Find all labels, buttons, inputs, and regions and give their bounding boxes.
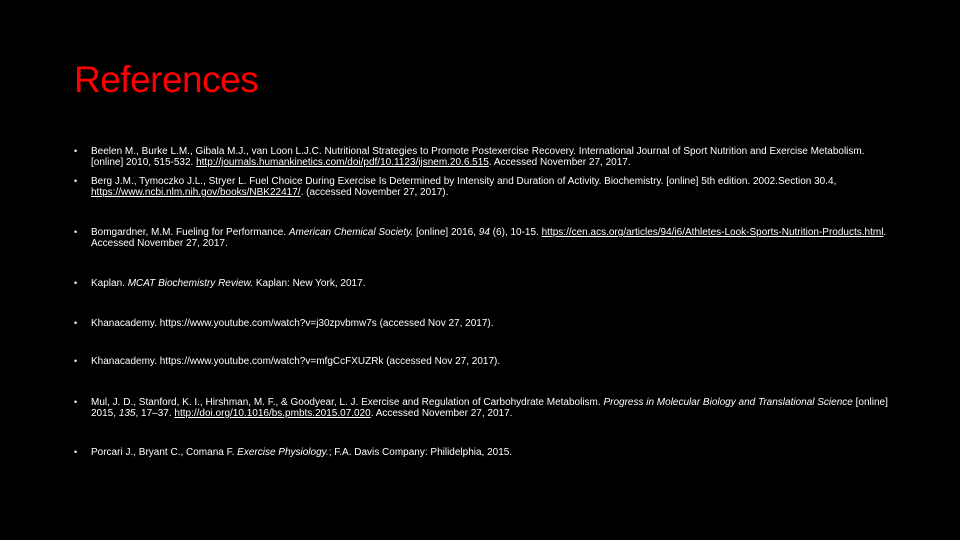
bullet-icon: • bbox=[74, 227, 78, 237]
reference-text: Khanacademy. https://www.youtube.com/watch?v=mfgCcFXUZRk (accessed Nov 27, 2017). bbox=[91, 356, 501, 367]
reference-body: Berg J.M., Tymoczko J.L., Stryer L. Fuel Choice During Exercise Is Determined by Intensity and Duration of Activity. Biochemistry. [online] 5th edition. 2002.Section 30.4, bbox=[91, 176, 837, 187]
reference-item bbox=[74, 356, 889, 367]
reference-body: Porcari J., Bryant C., Comana F. bbox=[91, 447, 238, 458]
reference-item bbox=[74, 318, 889, 329]
reference-item bbox=[74, 176, 889, 198]
reference-accessed: . Accessed November 27, 2017. bbox=[91, 227, 887, 249]
bullet-icon: • bbox=[74, 318, 78, 328]
reference-item bbox=[74, 397, 889, 419]
bullet-icon: • bbox=[74, 146, 78, 156]
reference-body: Kaplan. bbox=[91, 278, 128, 289]
reference-text bbox=[91, 278, 889, 289]
bullet-icon: • bbox=[74, 447, 78, 457]
reference-item bbox=[74, 447, 889, 458]
journal-title: American Chemical Society. bbox=[288, 227, 414, 238]
reference-text bbox=[91, 447, 889, 458]
reference-item bbox=[74, 227, 889, 249]
reference-item bbox=[74, 278, 889, 289]
reference-link[interactable]: https://www.ncbi.nlm.nih.gov/books/NBK22417/ bbox=[91, 187, 301, 198]
book-title: Exercise Physiology. bbox=[237, 447, 329, 458]
reference-link[interactable]: https://cen.acs.org/articles/94/i6/Athletes-Look-Sports-Nutrition-Products.html bbox=[541, 227, 884, 238]
bullet-icon: • bbox=[74, 397, 78, 407]
journal-title: Progress in Molecular Biology and Translational Science bbox=[603, 397, 853, 408]
reference-accessed: . Accessed November 27, 2017. bbox=[488, 157, 631, 168]
slide-title: References bbox=[74, 59, 259, 100]
bullet-icon: • bbox=[74, 278, 78, 288]
reference-accessed: . Accessed November 27, 2017. bbox=[370, 408, 513, 419]
reference-text bbox=[91, 146, 889, 168]
reference-body: Bomgardner, M.M. Fueling for Performance. bbox=[91, 227, 289, 238]
reference-text bbox=[91, 397, 889, 419]
reference-link[interactable]: http://journals.humankinetics.com/doi/pdf/10.1123/ijsnem.20.6.515 bbox=[196, 157, 489, 168]
reference-body: ; F.A. Davis Company: Philidelphia, 2015. bbox=[328, 447, 513, 458]
bullet-icon: • bbox=[74, 356, 78, 366]
reference-body: Kaplan: New York, 2017. bbox=[253, 278, 366, 289]
reference-body: [online] 2015, bbox=[91, 397, 888, 419]
reference-body: (6), 10-15. bbox=[489, 227, 542, 238]
reference-body: , 17–37. bbox=[135, 408, 175, 419]
reference-accessed: . (accessed November 27, 2017). bbox=[300, 187, 449, 198]
reference-body: Beelen M., Burke L.M., Gibala M.J., van Loon L.J.C. Nutritional Strategies to Promote Postexercise Recovery. International Journal of Sport Nutrition and Exercise Metabolism. [online] 2010, 515-532. bbox=[91, 146, 865, 168]
reference-body: Mul, J. D., Stanford, K. I., Hirshman, M. F., & Goodyear, L. J. Exercise and Regulation of Carbohydrate Metabolism. bbox=[91, 397, 604, 408]
reference-body: [online] 2016, bbox=[413, 227, 479, 238]
reference-link[interactable]: http://doi.org/10.1016/bs.pmbts.2015.07.020 bbox=[174, 408, 371, 419]
volume-number: 135 bbox=[118, 408, 136, 419]
reference-text bbox=[91, 227, 889, 249]
reference-text bbox=[91, 176, 889, 198]
reference-item bbox=[74, 146, 889, 168]
bullet-icon: • bbox=[74, 176, 78, 186]
book-title: MCAT Biochemistry Review. bbox=[127, 278, 254, 289]
volume-number: 94 bbox=[478, 227, 490, 238]
reference-text: Khanacademy. https://www.youtube.com/watch?v=j30zpvbmw7s (accessed Nov 27, 2017). bbox=[91, 318, 494, 329]
